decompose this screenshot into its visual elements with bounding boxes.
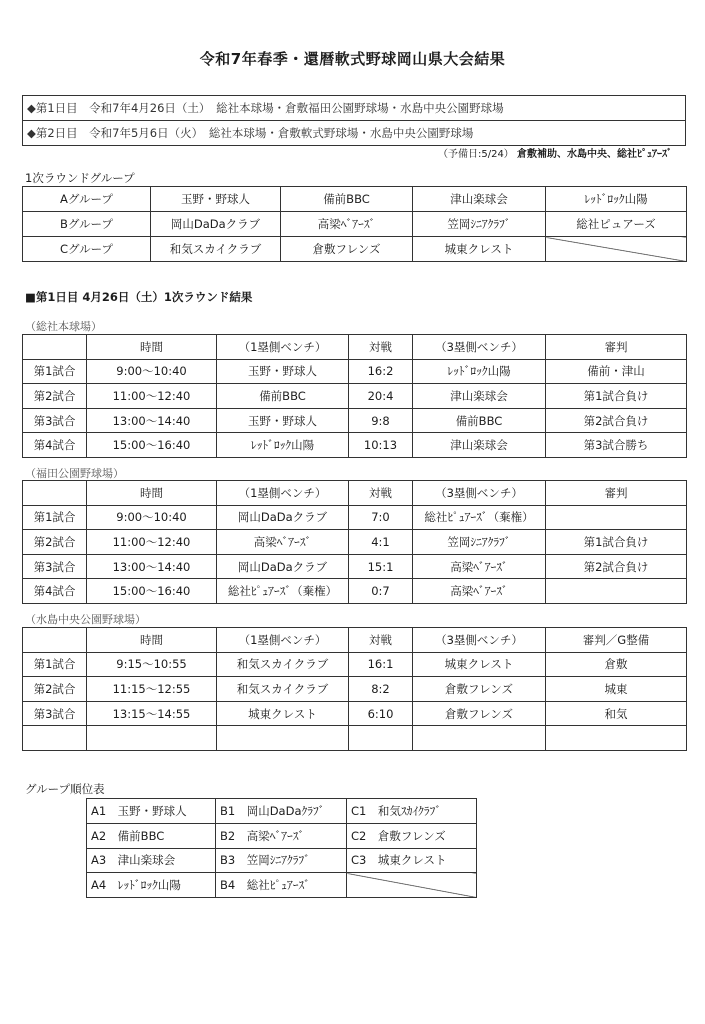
game-time: 11:00〜12:40 <box>87 384 217 409</box>
table-header-row <box>23 335 687 360</box>
score: 0:7 <box>349 579 413 604</box>
first-base-team: 和気スカイクラブ <box>217 652 349 677</box>
game-number: 第1試合 <box>23 652 87 677</box>
group-row <box>23 212 687 237</box>
umpire <box>546 579 687 604</box>
venue-name: （福田公園野球場） <box>25 467 124 480</box>
umpire: 第3試合勝ち <box>546 433 687 458</box>
column-header: （3塁側ベンチ） <box>413 335 546 360</box>
score <box>349 726 413 751</box>
table-row <box>23 677 687 702</box>
standing-entry: A1 玉野・野球人 <box>87 799 216 824</box>
column-header: 審判 <box>546 335 687 360</box>
group-team: 備前BBC <box>281 187 413 212</box>
group-row <box>23 237 687 262</box>
standings-row <box>87 848 477 873</box>
third-base-team: ﾚｯﾄﾞﾛｯｸ山陽 <box>413 359 546 384</box>
third-base-team: 城東クレスト <box>413 652 546 677</box>
group-name: Aグループ <box>23 187 151 212</box>
standing-entry: B2 高梁ﾍﾞｱｰｽﾞ <box>216 823 347 848</box>
umpire: 城東 <box>546 677 687 702</box>
column-header: （1塁側ベンチ） <box>217 628 349 653</box>
third-base-team: 高梁ﾍﾞｱｰｽﾞ <box>413 579 546 604</box>
table-row <box>23 530 687 555</box>
standing-entry: A3 津山楽球会 <box>87 848 216 873</box>
group-team: 岡山DaDaクラブ <box>151 212 281 237</box>
standing-entry: B4 総社ﾋﾟｭｱｰｽﾞ <box>216 873 347 898</box>
reserve-date: （予備日:5/24） <box>437 149 514 160</box>
third-base-team: 総社ﾋﾟｭｱｰｽﾞ（棄権） <box>413 505 546 530</box>
column-header: （3塁側ベンチ） <box>413 481 546 506</box>
column-header: （1塁側ベンチ） <box>217 481 349 506</box>
game-time: 11:00〜12:40 <box>87 530 217 555</box>
groups-heading: 1次ラウンドグループ <box>25 171 135 185</box>
standing-entry: C3 城東クレスト <box>347 848 477 873</box>
standing-entry: B1 岡山DaDaｸﾗﾌﾞ <box>216 799 347 824</box>
table-row <box>23 408 687 433</box>
umpire: 備前・津山 <box>546 359 687 384</box>
group-team: 笠岡ｼﾆｱｸﾗﾌﾞ <box>413 212 546 237</box>
schedule-day1: ◆第1日目 令和7年4月26日（土） 総社本球場・倉敷福田公園野球場・水島中央公園野球場 <box>23 96 686 121</box>
column-header: 対戦 <box>349 335 413 360</box>
third-base-team: 倉敷フレンズ <box>413 701 546 726</box>
column-header: 時間 <box>87 335 217 360</box>
standing-entry: C1 和気ｽｶｲｸﾗﾌﾞ <box>347 799 477 824</box>
column-header <box>23 481 87 506</box>
standing-entry: A4 ﾚｯﾄﾞﾛｯｸ山陽 <box>87 873 216 898</box>
results-table-soja <box>22 334 687 458</box>
column-header <box>23 335 87 360</box>
column-header: 審判 <box>546 481 687 506</box>
groups-table <box>22 186 687 262</box>
group-team: 城東クレスト <box>413 237 546 262</box>
schedule-row <box>23 96 686 121</box>
standing-entry: B3 笠岡ｼﾆｱｸﾗﾌﾞ <box>216 848 347 873</box>
umpire <box>546 726 687 751</box>
umpire: 第2試合負け <box>546 554 687 579</box>
game-number: 第2試合 <box>23 384 87 409</box>
score: 16:2 <box>349 359 413 384</box>
third-base-team <box>413 726 546 751</box>
game-time: 13:00〜14:40 <box>87 554 217 579</box>
group-name: Bグループ <box>23 212 151 237</box>
first-base-team: 岡山DaDaクラブ <box>217 554 349 579</box>
third-base-team: 備前BBC <box>413 408 546 433</box>
game-number: 第1試合 <box>23 359 87 384</box>
table-header-row <box>23 481 687 506</box>
schedule-table <box>22 95 686 146</box>
venue-name: （総社本球場） <box>25 320 102 333</box>
game-number: 第4試合 <box>23 433 87 458</box>
table-row <box>23 726 687 751</box>
group-team: 倉敷フレンズ <box>281 237 413 262</box>
game-number: 第2試合 <box>23 530 87 555</box>
game-number: 第2試合 <box>23 677 87 702</box>
table-row <box>23 579 687 604</box>
game-time: 15:00〜16:40 <box>87 579 217 604</box>
group-team <box>546 237 687 262</box>
table-row <box>23 384 687 409</box>
group-team: 玉野・野球人 <box>151 187 281 212</box>
game-time: 13:15〜14:55 <box>87 701 217 726</box>
column-header: 審判／G整備 <box>546 628 687 653</box>
table-row <box>23 505 687 530</box>
reserve-venues: 倉敷補助、水島中央、総社ﾋﾟｭｱｰｽﾞ <box>517 149 672 160</box>
score: 8:2 <box>349 677 413 702</box>
first-base-team: 総社ﾋﾟｭｱｰｽﾞ（棄権） <box>217 579 349 604</box>
game-number <box>23 726 87 751</box>
first-base-team: 高梁ﾍﾞｱｰｽﾞ <box>217 530 349 555</box>
first-base-team: ﾚｯﾄﾞﾛｯｸ山陽 <box>217 433 349 458</box>
third-base-team: 津山楽球会 <box>413 433 546 458</box>
first-base-team: 城東クレスト <box>217 701 349 726</box>
standing-entry: A2 備前BBC <box>87 823 216 848</box>
umpire: 倉敷 <box>546 652 687 677</box>
game-time: 9:15〜10:55 <box>87 652 217 677</box>
venue-name: （水島中央公園野球場） <box>25 613 146 626</box>
umpire: 第2試合負け <box>546 408 687 433</box>
column-header <box>23 628 87 653</box>
score: 6:10 <box>349 701 413 726</box>
game-time: 9:00〜10:40 <box>87 505 217 530</box>
standing-entry: C2 倉敷フレンズ <box>347 823 477 848</box>
results-table-fukuda <box>22 480 687 604</box>
third-base-team: 倉敷フレンズ <box>413 677 546 702</box>
table-row <box>23 554 687 579</box>
standing-entry <box>347 873 477 898</box>
table-row <box>23 433 687 458</box>
score: 20:4 <box>349 384 413 409</box>
column-header: 対戦 <box>349 628 413 653</box>
column-header: 対戦 <box>349 481 413 506</box>
group-name: Cグループ <box>23 237 151 262</box>
umpire: 和気 <box>546 701 687 726</box>
group-team: 高梁ﾍﾞｱｰｽﾞ <box>281 212 413 237</box>
reserve-note <box>438 145 672 160</box>
standings-row <box>87 873 477 898</box>
score: 15:1 <box>349 554 413 579</box>
first-base-team: 和気スカイクラブ <box>217 677 349 702</box>
standings-row <box>87 823 477 848</box>
score: 7:0 <box>349 505 413 530</box>
table-header-row <box>23 628 687 653</box>
table-row <box>23 652 687 677</box>
group-team: 和気スカイクラブ <box>151 237 281 262</box>
first-base-team <box>217 726 349 751</box>
first-base-team: 岡山DaDaクラブ <box>217 505 349 530</box>
group-team: ﾚｯﾄﾞﾛｯｸ山陽 <box>546 187 687 212</box>
game-number: 第3試合 <box>23 554 87 579</box>
group-row <box>23 187 687 212</box>
score: 10:13 <box>349 433 413 458</box>
column-header: 時間 <box>87 481 217 506</box>
umpire: 第1試合負け <box>546 384 687 409</box>
first-base-team: 玉野・野球人 <box>217 408 349 433</box>
first-base-team: 玉野・野球人 <box>217 359 349 384</box>
score: 9:8 <box>349 408 413 433</box>
results-heading: ■第1日目 4月26日（土）1次ラウンド結果 <box>25 290 253 304</box>
table-row <box>23 701 687 726</box>
game-number: 第4試合 <box>23 579 87 604</box>
table-row <box>23 359 687 384</box>
column-header: （3塁側ベンチ） <box>413 628 546 653</box>
score: 16:1 <box>349 652 413 677</box>
game-number: 第3試合 <box>23 701 87 726</box>
umpire <box>546 505 687 530</box>
schedule-row <box>23 121 686 146</box>
game-number: 第3試合 <box>23 408 87 433</box>
column-header: 時間 <box>87 628 217 653</box>
game-number: 第1試合 <box>23 505 87 530</box>
group-team: 津山楽球会 <box>413 187 546 212</box>
results-table-mizushima <box>22 627 687 751</box>
group-team: 総社ピュアーズ <box>546 212 687 237</box>
third-base-team: 笠岡ｼﾆｱｸﾗﾌﾞ <box>413 530 546 555</box>
document-title: 令和7年春季・還暦軟式野球岡山県大会結果 <box>199 50 506 68</box>
third-base-team: 津山楽球会 <box>413 384 546 409</box>
game-time: 9:00〜10:40 <box>87 359 217 384</box>
first-base-team: 備前BBC <box>217 384 349 409</box>
standings-table <box>86 798 477 898</box>
score: 4:1 <box>349 530 413 555</box>
standings-heading: グループ順位表 <box>25 782 105 796</box>
game-time <box>87 726 217 751</box>
game-time: 11:15〜12:55 <box>87 677 217 702</box>
standings-row <box>87 799 477 824</box>
column-header: （1塁側ベンチ） <box>217 335 349 360</box>
third-base-team: 高梁ﾍﾞｱｰｽﾞ <box>413 554 546 579</box>
game-time: 15:00〜16:40 <box>87 433 217 458</box>
schedule-day2: ◆第2日目 令和7年5月6日（火） 総社本球場・倉敷軟式野球場・水島中央公園野球場 <box>23 121 686 146</box>
umpire: 第1試合負け <box>546 530 687 555</box>
game-time: 13:00〜14:40 <box>87 408 217 433</box>
